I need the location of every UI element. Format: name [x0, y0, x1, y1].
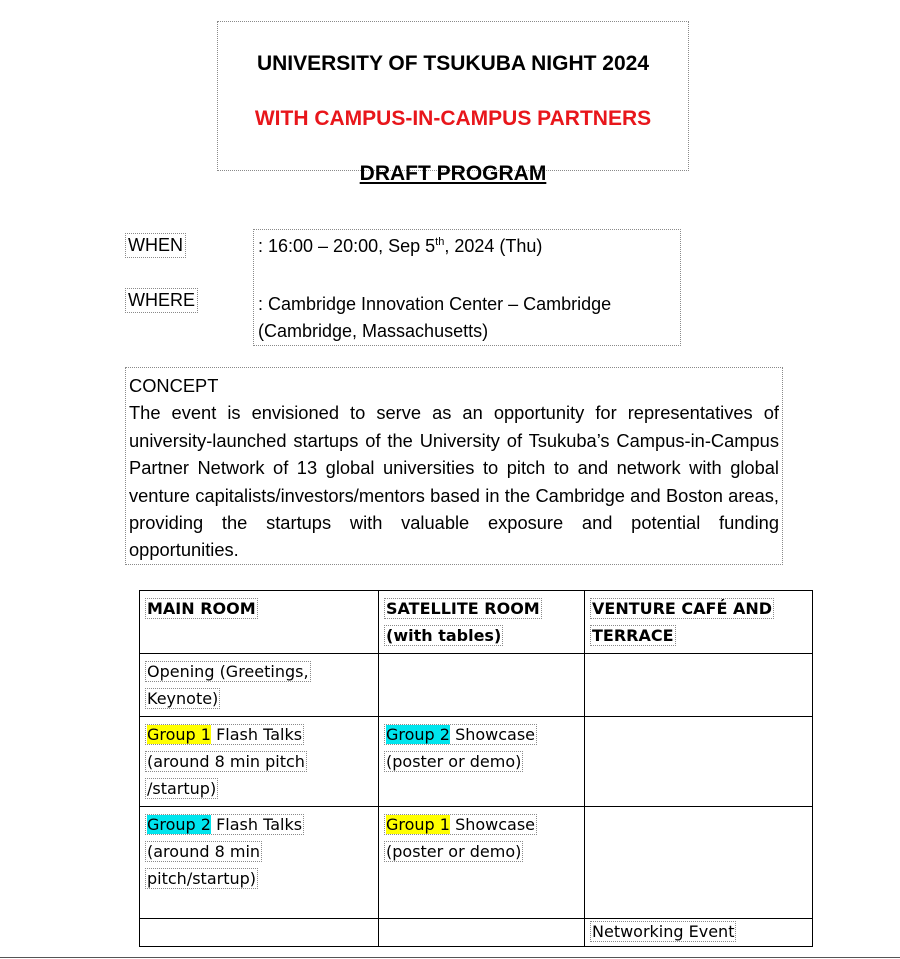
- where-line-2: (Cambridge, Massachusetts): [258, 321, 489, 341]
- main-flash-talks-line-2: (around 8 min pitch: [147, 752, 305, 771]
- cell-empty: [585, 807, 813, 919]
- when-date-suffix: th: [435, 236, 445, 248]
- cell-satellite-showcase-1: [379, 807, 585, 919]
- cell-empty: [379, 654, 585, 717]
- where-value: [258, 291, 611, 345]
- when-value: [258, 236, 542, 257]
- sat-showcase-line-1: [385, 815, 536, 834]
- cell-networking: [585, 919, 813, 947]
- sat-showcase-line-2: (poster or demo): [386, 752, 522, 771]
- program-table: [139, 590, 813, 947]
- where-line-1: : Cambridge Innovation Center – Cambridge: [258, 294, 612, 314]
- cell-main-flash-talks-1: [140, 717, 379, 807]
- cell-opening: [140, 654, 379, 717]
- cell-satellite-showcase-2: [379, 717, 585, 807]
- networking-event: Networking Event: [592, 922, 735, 941]
- event-title: UNIVERSITY OF TSUKUBA NIGHT 2024: [256, 52, 650, 75]
- table-row: [140, 717, 813, 807]
- concept-heading: CONCEPT: [129, 375, 219, 396]
- when-date: : 16:00 – 20:00, Sep 5: [258, 236, 436, 256]
- main-flash-talks-line-1: [146, 815, 303, 834]
- header-satellite-line-1: SATELLITE ROOM: [386, 599, 540, 618]
- header-satellite-room: [379, 591, 585, 654]
- cell-main-flash-talks-2: [140, 807, 379, 919]
- program-label: DRAFT PROGRAM: [359, 162, 547, 185]
- group-1-badge: Group 1: [386, 815, 450, 834]
- main-flash-talks-line-3: pitch/startup): [147, 869, 257, 888]
- opening-line-1: Opening (Greetings,: [147, 662, 309, 681]
- where-label: WHERE: [128, 290, 195, 310]
- opening-line-2: Keynote): [147, 689, 219, 708]
- concept-body: The event is envisioned to serve as an opportunity for representatives of university-launched startups of the University of Tsukuba’s Campus-in-Campus Partner Network of 13 global universities to pitch to and network with global venture capitalists/investors/mentors based in the Cambridge and Boston areas, providing the startups with valuable exposure and potential funding opportunities.: [129, 402, 779, 561]
- main-flash-talks-line-3: /startup): [147, 779, 217, 798]
- title-box: [218, 22, 688, 185]
- cell-empty: [140, 919, 379, 947]
- table-row: [140, 807, 813, 919]
- flash-talks-text: Flash Talks: [210, 815, 303, 834]
- sat-showcase-line-1: [385, 725, 536, 744]
- cell-empty: [585, 654, 813, 717]
- header-venture-line-1: VENTURE CAFÉ AND: [592, 599, 773, 618]
- cell-empty: [379, 919, 585, 947]
- header-venture-line-2: TERRACE: [592, 626, 674, 645]
- header-main-room-text: MAIN ROOM: [147, 599, 256, 618]
- group-1-badge: Group 1: [147, 725, 211, 744]
- when-year: , 2024 (Thu): [444, 236, 543, 256]
- header-venture-cafe: [585, 591, 813, 654]
- group-2-badge: Group 2: [386, 725, 450, 744]
- main-flash-talks-line-1: [146, 725, 303, 744]
- when-label: WHEN: [128, 235, 183, 255]
- concept-box: [126, 368, 782, 564]
- sat-showcase-line-2: (poster or demo): [386, 842, 522, 861]
- page-bottom-rule: [0, 957, 900, 958]
- table-row: [140, 919, 813, 947]
- table-header-row: [140, 591, 813, 654]
- flash-talks-text: Flash Talks: [210, 725, 303, 744]
- group-2-badge: Group 2: [147, 815, 211, 834]
- table-row: [140, 654, 813, 717]
- header-main-room: [140, 591, 379, 654]
- showcase-text: Showcase: [449, 815, 536, 834]
- header-satellite-line-2: (with tables): [386, 626, 502, 645]
- showcase-text: Showcase: [449, 725, 536, 744]
- event-info-box: [254, 230, 680, 345]
- cell-empty: [585, 717, 813, 807]
- main-flash-talks-line-2: (around 8 min: [147, 842, 261, 861]
- event-subtitle: WITH CAMPUS-IN-CAMPUS PARTNERS: [254, 107, 652, 130]
